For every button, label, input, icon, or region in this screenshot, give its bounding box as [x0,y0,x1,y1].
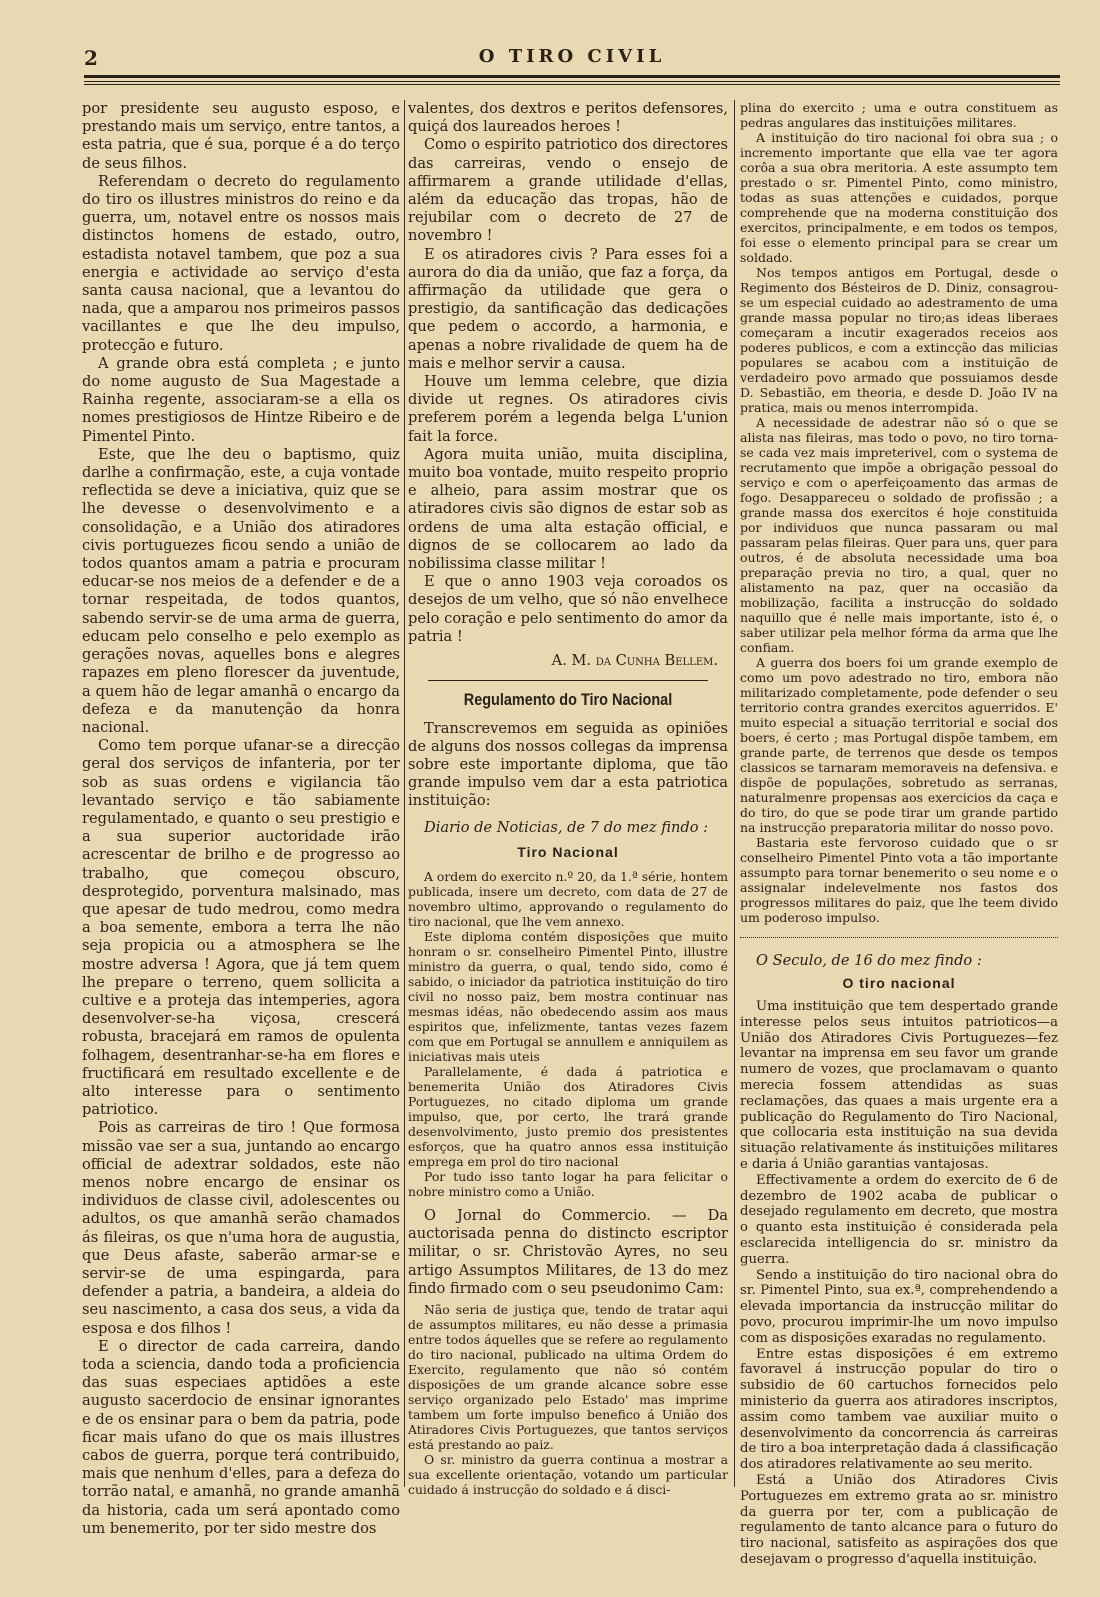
paragraph: O Jornal do Commercio. — Da auctorisada penna do distincto escriptor militar, o sr. Christovão Ayres, no seu artigo Assumptos Militares, de 13 do mez findo firmado com o seu pseudonimo Cam: [408,1206,728,1297]
source-line: O Seculo, de 16 do mez findo : [756,952,982,969]
page-number: 2 [84,46,98,70]
source-line: Diario de Noticias, de 7 do mez findo : [424,818,709,836]
paragraph: Pois as carreiras de tiro ! Que formosa missão vae ser a sua, juntando ao encargo official de adextrar soldados, este não menos nobre encargo de ensinar os individuos de classe civil, adolescentes ou adultos, os que amanhã serão chamados ás fileiras, os que n'uma hora de augustia, que Deus afaste, saberão armar-se e servir-se de uma espingarda, para defender a patria, a bandeira, a aldeia do seu nascimento, a casa dos seus, a vida da esposa e dos filhos ! [82,1119,400,1337]
page-header [84,46,1060,70]
paragraph: E que o anno 1903 veja coroados os desejos de um velho, que só não envelhece pelo coração e pelo sentimento do amor da patria ! [408,573,728,645]
paragraph: A guerra dos boers foi um grande exemplo de como um povo adestrado no tiro, embora não militarizado completamente, pode defender o seu territorio contra grandes exercitos aguerridos. E' muito especial a situação territorial e social dos boers, é certo ; mas Portugal dispõe tambem, em grande parte, de terrenos que desde os tempos classicos se tarnaram memoraveis na defensiva. e dispõe de populações, sobretudo as serranas, naturalmenre propensas aos exercicios da caça e do tiro, do que se pode tirar um grande partido na instrucção preparatoria militar do nosso povo. [740,655,1058,835]
paragraph: A grande obra está completa ; e junto do nome augusto de Sua Magestade a Rainha regente, associaram-se a ella os nomes prestigiosos de Hintze Ribeiro e de Pimentel Pinto. [82,354,400,445]
paragraph: Como o espirito patriotico dos directores das carreiras, vendo o ensejo de affirmarem a grande utilidade d'ellas, além da educação das tropas, hão de rejubilar com o decreto de 27 de novembro ! [408,136,728,245]
paragraph: plina do exercito ; uma e outra constituem as pedras angulares das instituições militares. [740,100,1058,130]
paragraph: Bastaria este fervoroso cuidado que o sr conselheiro Pimentel Pinto vota a tão importante assumpto para tornar benemerito o seu nome e o assignalar indelevelmente nos fastos dos progressos militares do paiz, que lhe teem divido um poderoso impulso. [740,835,1058,925]
paragraph: Por tudo isso tanto logar ha para felicitar o nobre ministro como a União. [408,1168,728,1199]
paragraph: Está a União dos Atiradores Civis Portuguezes em extremo grata ao sr. ministro da guerra por ter, com a publicação de regulamento de tanto alcance para o futuro do tiro nacional, satisfeito as aspirações dos que desejavam o progresso d'aquella instituição. [740,1472,1058,1567]
author-signature: A. M. da Cunha Bellem. [551,652,718,670]
dotted-separator [740,929,1058,938]
paragraph: O sr. ministro da guerra continua a mostrar a sua excellente orientação, votando um particular cuidado á instrucção do soldado e á disci- [408,1451,728,1497]
column-1 [82,100,400,1537]
paragraph: Uma instituição que tem despertado grande interesse pelos seus intuitos patrioticos—a União dos Atiradores Civis Portuguezes—fez levantar na imprensa em seu favor um grande numero de vozes, que proclamavam o quanto merecia fossem attendidas as suas reclamações, das quaes a mais urgente era a publicação do Regulamento do Tiro Nacional, que collocaria esta instituição na sua devida situação relativamente ás instituições militares e daria á União garantias vantajosas. [740,999,1058,1172]
section-title: Regulamento do Tiro Nacional [463,690,673,710]
paragraph: Agora muita união, muita disciplina, muito boa vontade, muito respeito proprio e alheio, para assim mostrar que os atiradores civis são dignos de estar sob as ordens de uma alta estação official, e dignos de se collocarem ao lado da nobilissima classe militar ! [408,445,728,573]
paragraph: A ordem do exercito n.º 20, da 1.ª série, hontem publicada, insere um decreto, com data de 27 de novembro ultimo, approvando o regulamento do tiro nacional, que lhe vem annexo. [408,868,728,929]
paragraph: Parallelamente, é dada á patriotica e benemerita União dos Atiradores Civis Portuguezes, no citado diploma um grande impulso, que, por certo, lhe trará grande desenvolvimento, justo premio dos presistentes esforços, que ha quatro annos essa instituição emprega em prol do tiro nacional [408,1063,728,1169]
paragraph: Este diploma contém disposições que muito honram o sr. conselheiro Pimentel Pinto, illustre ministro da guerra, o qual, tendo sido, como é sabido, o iniciador da patriotica instituição do tiro civil no nosso paiz, bem mostra continuar nas mesmas idéas, não obedecendo assim aos maus espiritos que, infelizmente, tantas vezes fazem com que em Portugal se annullem e anniquilem as iniciativas mais uteis [408,928,728,1064]
header-rule [84,75,1060,78]
paragraph: Nos tempos antigos em Portugal, desde o Regimento dos Bésteiros de D. Diniz, consagrou-se um especial cuidado ao adestramento de uma grande massa popular no tiro;as ideas liberaes começaram a incutir exagerados receios aos poderes publicos, e com a extincção das milicias populares se acabou com a instituição de verdadeiro povo armado que possuiamos desde D. Sebastião, em theoria, e desde D. João IV na pratica, mais ou menos interrompida. [740,265,1058,415]
paragraph: Entre estas disposições é em extremo favoravel á instrucção popular do tiro o subsidio de 60 cartuchos fornecidos pelo ministerio da guerra aos atiradores inscriptos, assim como tambem vae auxiliar muito o desenvolvimento da concorrencia ás carreiras de tiro a boa interpretação dada á classificação dos atiradores relativamente ao seu merito. [740,1346,1058,1473]
paragraph: A instituição do tiro nacional foi obra sua ; o incremento importante que ella vae ter agora corôa a sua obra meritoria. A este assumpto tem prestado o sr. Pimentel Pinto, como ministro, todas as suas attenções e cuidados, porque comprehende que na moderna constituição dos exercitos, principalmente, e em todos os tempos, foi esse o elemento principal para se crear um soldado. [740,130,1058,265]
paragraph: A necessidade de adestrar não só o que se alista nas fileiras, mas todo o povo, no tiro torna-se cada vez mais impreterivel, com o systema de recrutamento que impõe a obrigação pessoal do serviço e com o aperfeiçoamento das armas de fogo. Desappareceu o soldado de profissão ; a grande massa dos exercitos é hoje constituida por individuos que nunca passaram ou mal passaram pelas fileiras. Quer para uns, quer para outros, é de absoluta necessidade uma boa preparação previa no tiro, a qual, quer no alistamento na paz, quer na occasião da mobilização, facilita a instrucção do soldado naquillo que é nelle mais importante, isto é, o saber utilizar pela melhor fórma da arma que lhe confiam. [740,415,1058,655]
paragraph: Não seria de justiça que, tendo de tratar aqui de assumptos militares, eu não desse a primasia entre todos áquelles que se refere ao regulamento do tiro nacional, publicado na ultima Ordem do Exercito, regulamento que não só contém disposições de um grande alcance sobre esse serviço organizado pelo Estado' mas imprime tambem um forte impulso benefico á União dos Atiradores Civis Portuguezes, que tantos serviços está prestando ao paiz. [408,1301,728,1452]
column-divider [734,100,735,1487]
paragraph: Como tem porque ufanar-se a direcção geral dos serviços de infanteria, por ter sob as suas ordens e vigilancia tão levantado serviço e tão sabiamente regulamentado, e quanto o seu prestigio e a sua superior auctoridade irão acrescentar de brilho e de progresso ao trabalho, que começou obscuro, desprotegido, porventura malsinado, mas que apesar de tudo medrou, como medra a boa semente, embora a terra lhe não seja propicia ou a atmosphera se lhe mostre adversa ! Agora, que já tem quem lhe prepare o terreno, quem sollicita a cultive e a proteja das intemperies, agora desenvolver-se-ha viçosa, crescerá robusta, bracejará em ramos de opulenta folhagem, desentranhar-se-ha em flores e fructificará em resultado excellente e de alto interesse para o sentimento patriotico. [82,737,400,1119]
column-3 [740,100,1058,1567]
paragraph: E o director de cada carreira, dando toda a sciencia, dando toda a proficiencia das suas especiaes aptidões a este augusto sacerdocio de ensinar ignorantes e de os ensinar para o bem da patria, pode ficar mais ufano do que os mais illustres cabos de guerra, porque terá contribuido, mais que nenhum d'elles, para a defeza do torrão natal, e amanhã, no grande amanhã da historia, cada um será apontado como um benemerito, por ter sido mestre dos [82,1337,400,1537]
paragraph: Este, que lhe deu o baptismo, quiz darlhe a confirmação, este, a cuja vontade reflectida se deve a iniciativa, quiz que se lhe devesse o desenvolvimento e a consolidação, e a União dos atiradores civis portuguezes ficou sendo a união de todos quantos amam a patria e procuram educar-se nos meios de a defender e de a tornar respeitada, de todos quantos, sabendo servir-se de uma arma de guerra, educam pelo conselho e pelo exemplo as gerações novas, aquelles bons e alegres rapazes em pleno florescer da juventude, a quem hão de legar amanhã o encargo da defeza e da manutenção da honra nacional. [82,445,400,736]
paragraph: Referendam o decreto do regulamento do tiro os illustres ministros do reino e da guerra, um, notavel entre os nossos mais distinctos homens de estado, outro, estadista notavel tambem, que poz a sua energia e actividade ao serviço d'esta santa causa nacional, que a levantou do nada, que a amparou nos primeiros passos vacillantes e que lhe deu impulso, protecção e futuro. [82,172,400,354]
paragraph: Sendo a instituição do tiro nacional obra do sr. Pimentel Pinto, sua ex.ª, comprehendendo a elevada importancia da instrucção militar do povo, procurou imprimir-lhe um novo impulso com as disposições exaradas no regulamento. [740,1267,1058,1346]
column-divider [404,100,405,1487]
paragraph: valentes, dos dextros e peritos defensores, quiçá dos laureados heroes ! [408,100,728,136]
section-divider [428,680,708,681]
column-2 [408,100,728,1497]
article-subtitle: Tiro Nacional [517,843,619,860]
paragraph: E os atiradores civis ? Para esses foi a aurora do dia da união, que faz a força, da affirmação da utilidade que gera o prestigio, da santificação das dedicações que pedem o accordo, a harmonia, e apenas a nobre rivalidade de quem ha de mais e melhor servir a causa. [408,245,728,372]
header-rule [84,81,1060,82]
paragraph: Transcrevemos em seguida as opiniões de alguns dos nossos collegas da imprensa sobre este importante diploma, que tão grande impulso vem dar a esta patriotica instituição: [408,719,728,810]
masthead-title: O TIRO CIVIL [478,46,666,67]
paragraph: por presidente seu augusto esposo, e prestando mais um serviço, entre tantos, a esta patria, que é sua, porque é a do terço de seus filhos. [82,100,400,172]
header-rule [84,84,1060,85]
paragraph: Effectivamente a ordem do exercito de 6 de dezembro de 1902 acaba de publicar o desejado regulamento em decreto, que mostra o quanto esta instituição é considerada pela esclarecida intelligencia do sr. ministro da guerra. [740,1172,1058,1267]
article-subtitle: O tiro nacional [842,975,956,991]
paragraph: Houve um lemma celebre, que dizia divide ut regnes. Os atiradores civis preferem porém a legenda belga L'union fait la force. [408,373,728,445]
